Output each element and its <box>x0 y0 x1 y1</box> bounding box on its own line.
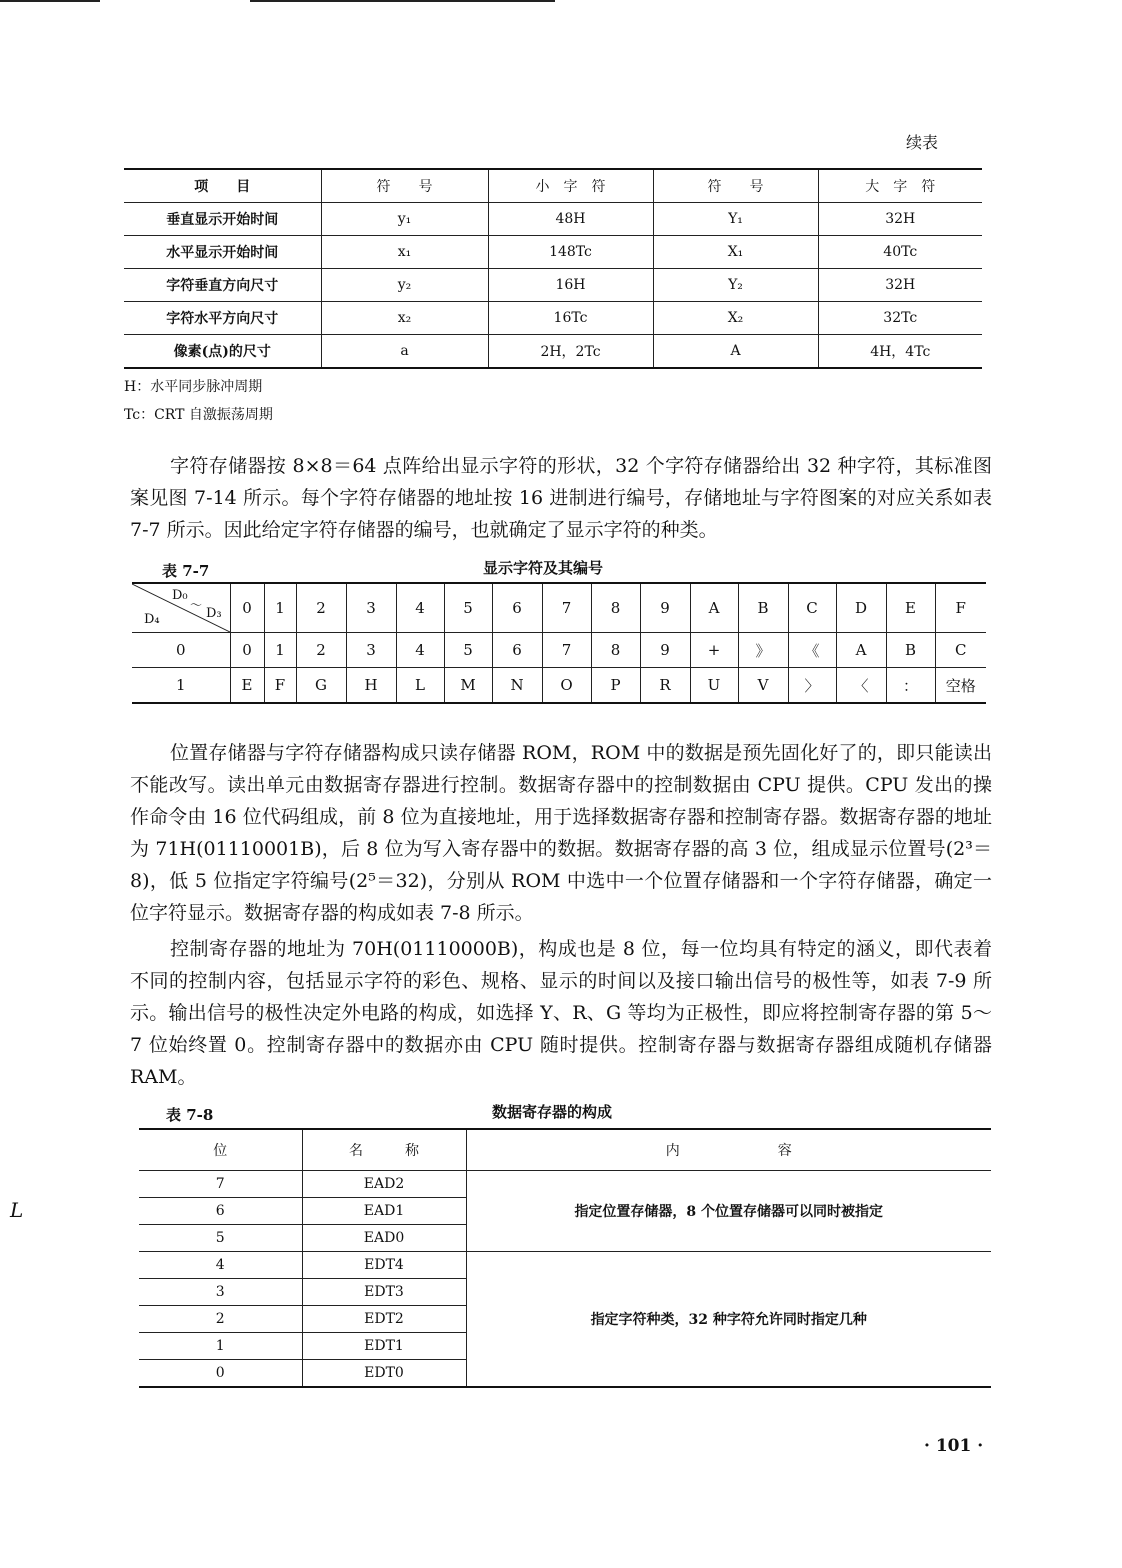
table78-header-row <box>139 1129 991 1171</box>
table77-cell: 《 <box>788 633 836 668</box>
table77-cell: 5 <box>444 633 492 668</box>
margin-mark: L <box>10 1198 24 1222</box>
table78-name: EDT4 <box>302 1252 466 1279</box>
table77-col-header: 6 <box>492 583 542 633</box>
header-large-char: 大 字 符 <box>818 169 982 203</box>
table77-cell: O <box>542 668 591 704</box>
table77-cell: R <box>640 668 690 704</box>
cell-large: 32H <box>818 203 982 236</box>
table77-col-header: A <box>690 583 738 633</box>
table77-cell: G <box>296 668 346 704</box>
table78-name: EAD1 <box>302 1198 466 1225</box>
table77-cell: 6 <box>492 633 542 668</box>
table77-cell: F <box>264 668 296 704</box>
table77-cell: C <box>935 633 986 668</box>
table78-header-name: 名 称 <box>302 1129 466 1171</box>
table77-cell: 8 <box>591 633 640 668</box>
table77-cell: 0 <box>230 633 264 668</box>
cell-symbol: x₂ <box>321 302 488 335</box>
cell-small: 16Tc <box>488 302 653 335</box>
table78-bit: 3 <box>139 1279 302 1306</box>
table77-col-header: 3 <box>346 583 396 633</box>
cell-item: 字符垂直方向尺寸 <box>124 269 321 302</box>
table-row <box>124 302 982 335</box>
table77-col-header: E <box>886 583 935 633</box>
cell-symbol: y₁ <box>321 203 488 236</box>
page-note-continued: 续表 <box>906 133 939 152</box>
table78-header-bit: 位 <box>139 1129 302 1171</box>
cell-item: 字符水平方向尺寸 <box>124 302 321 335</box>
cell-symbol: a <box>321 335 488 369</box>
cell-small: 48H <box>488 203 653 236</box>
table77-col-header: 9 <box>640 583 690 633</box>
table-row <box>139 1252 991 1279</box>
table77-cell: + <box>690 633 738 668</box>
header-symbol-large: 符 号 <box>653 169 818 203</box>
corner-label-d0: D₀ <box>172 588 188 603</box>
table-row <box>124 269 982 302</box>
table78-bit: 7 <box>139 1171 302 1198</box>
table78-name: EDT2 <box>302 1306 466 1333</box>
cell-large: 32Tc <box>818 302 982 335</box>
table77-cell: B <box>886 633 935 668</box>
table77-cell: E <box>230 668 264 704</box>
cell-symbol: A <box>653 335 818 369</box>
cell-symbol: Y₁ <box>653 203 818 236</box>
table77-col-header: D <box>836 583 886 633</box>
table78-content-char: 指定字符种类，32 种字符允许同时指定几种 <box>466 1252 991 1388</box>
header-item: 项 目 <box>124 169 321 203</box>
cell-large: 40Tc <box>818 236 982 269</box>
table78-header-content: 内 容 <box>466 1129 991 1171</box>
table78-name: EDT0 <box>302 1360 466 1388</box>
cell-small: 16H <box>488 269 653 302</box>
table-continued <box>124 168 982 369</box>
table77-col-header: 2 <box>296 583 346 633</box>
table77-col-header: C <box>788 583 836 633</box>
table-7-8 <box>139 1128 991 1388</box>
cell-large: 32H <box>818 269 982 302</box>
table-row <box>139 1171 991 1198</box>
table77-cell: 7 <box>542 633 591 668</box>
cell-item: 垂直显示开始时间 <box>124 203 321 236</box>
table77-title: 显示字符及其编号 <box>483 559 604 577</box>
table77-row-label: 1 <box>132 668 230 704</box>
note-tc: Tc：CRT 自激振荡周期 <box>124 407 273 423</box>
table78-bit: 6 <box>139 1198 302 1225</box>
table77-col-header: 7 <box>542 583 591 633</box>
table77-cell: 》 <box>738 633 788 668</box>
cell-symbol: X₁ <box>653 236 818 269</box>
paragraph-char-memory: 字符存储器按 8×8＝64 点阵给出显示字符的形状，32 个字符存储器给出 32 种字符，其标准图案见图 7-14 所示。每个字符存储器的地址按 16 进制进行编号，存储地址与字符图案的对应关系如表 7-7 所示。因此给定字符存储器的编号，也就确定了显示字符的种类。 <box>130 455 992 541</box>
table77-corner-cell <box>132 583 230 633</box>
table78-bit: 1 <box>139 1333 302 1360</box>
table77-cell: U <box>690 668 738 704</box>
table77-cell: H <box>346 668 396 704</box>
header-symbol-small: 符 号 <box>321 169 488 203</box>
header-small-char: 小 字 符 <box>488 169 653 203</box>
cell-item: 像素(点)的尺寸 <box>124 335 321 369</box>
table-7-7 <box>132 582 986 704</box>
table77-header-row <box>132 583 986 633</box>
corner-label-d3: D₃ <box>206 606 222 621</box>
table77-col-header: 8 <box>591 583 640 633</box>
paragraph-rom: 位置存储器与字符存储器构成只读存储器 ROM，ROM 中的数据是预先固化好了的，即只能读出不能改写。读出单元由数据寄存器进行控制。数据寄存器中的控制数据由 CPU 提供。CPU 发出的操作命令由 16 位代码组成，前 8 位为直接地址，用于选择数据寄存器和控制寄存器。数据寄存器的地址为 71H(01110001B)，后 8 位为写入寄存器中的数据。数据寄存器的高 3 位，组成显示位置号(2³＝8)，低 5 位指定字符编号(2⁵＝32)，分别从 ROM 中选中一个位置存储器和一个字符存储器，确定一位字符显示。数据寄存器的构成如表 7-8 所示。 <box>130 742 992 924</box>
scan-top-line-1 <box>0 0 100 2</box>
table78-name: EDT3 <box>302 1279 466 1306</box>
table77-cell: V <box>738 668 788 704</box>
table78-title: 数据寄存器的构成 <box>492 1103 613 1121</box>
table78-content-position: 指定位置存储器，8 个位置存储器可以同时被指定 <box>466 1171 991 1252</box>
table-row <box>132 668 986 704</box>
table77-cell: 〉 <box>788 668 836 704</box>
table-row <box>124 236 982 269</box>
table77-cell: N <box>492 668 542 704</box>
table78-bit: 2 <box>139 1306 302 1333</box>
table77-cell: A <box>836 633 886 668</box>
table78-bit: 5 <box>139 1225 302 1252</box>
table-row <box>124 203 982 236</box>
table78-bit: 4 <box>139 1252 302 1279</box>
table78-label: 表 7-8 <box>166 1106 214 1124</box>
table-header-row <box>124 169 982 203</box>
table78-name: EDT1 <box>302 1333 466 1360</box>
table77-row-label: 0 <box>132 633 230 668</box>
scan-top-line-2 <box>250 0 555 2</box>
cell-symbol: X₂ <box>653 302 818 335</box>
paragraph-control-register: 控制寄存器的地址为 70H(01110000B)，构成也是 8 位，每一位均具有特定的涵义，即代表着不同的控制内容，包括显示字符的彩色、规格、显示的时间以及接口输出信号的极性等，如表 7-9 所示。输出信号的极性决定外电路的构成，如选择 Y、R、G 等均为正极性，即应将控制寄存器的第 5～7 位始终置 0。控制寄存器中的数据亦由 CPU 随时提供。控制寄存器与数据寄存器组成随机存储器 RAM。 <box>130 938 992 1088</box>
table77-cell: P <box>591 668 640 704</box>
table77-cell: 〈 <box>836 668 886 704</box>
table77-cell: 空格 <box>935 668 986 704</box>
page-number: · 101 · <box>924 1436 984 1456</box>
cell-symbol: y₂ <box>321 269 488 302</box>
table77-cell: M <box>444 668 492 704</box>
corner-tilde: ～ <box>190 598 203 612</box>
table78-name: EAD2 <box>302 1171 466 1198</box>
table77-col-header: 1 <box>264 583 296 633</box>
table77-cell: L <box>396 668 444 704</box>
table77-cell: ： <box>886 668 935 704</box>
cell-item: 水平显示开始时间 <box>124 236 321 269</box>
table77-cell: 3 <box>346 633 396 668</box>
table78-name: EAD0 <box>302 1225 466 1252</box>
cell-small: 2H，2Tc <box>488 335 653 369</box>
table77-col-header: 0 <box>230 583 264 633</box>
table-row <box>132 633 986 668</box>
table77-cell: 4 <box>396 633 444 668</box>
cell-large: 4H，4Tc <box>818 335 982 369</box>
table77-col-header: F <box>935 583 986 633</box>
cell-symbol: x₁ <box>321 236 488 269</box>
table77-cell: 2 <box>296 633 346 668</box>
corner-label-d4: D₄ <box>144 612 160 627</box>
table77-col-header: 5 <box>444 583 492 633</box>
cell-small: 148Tc <box>488 236 653 269</box>
table77-cell: 9 <box>640 633 690 668</box>
note-h: H：水平同步脉冲周期 <box>124 379 263 395</box>
table77-cell: 1 <box>264 633 296 668</box>
table77-label: 表 7-7 <box>162 562 210 580</box>
table77-col-header: B <box>738 583 788 633</box>
cell-symbol: Y₂ <box>653 269 818 302</box>
table78-bit: 0 <box>139 1360 302 1388</box>
table77-col-header: 4 <box>396 583 444 633</box>
table-row <box>124 335 982 369</box>
